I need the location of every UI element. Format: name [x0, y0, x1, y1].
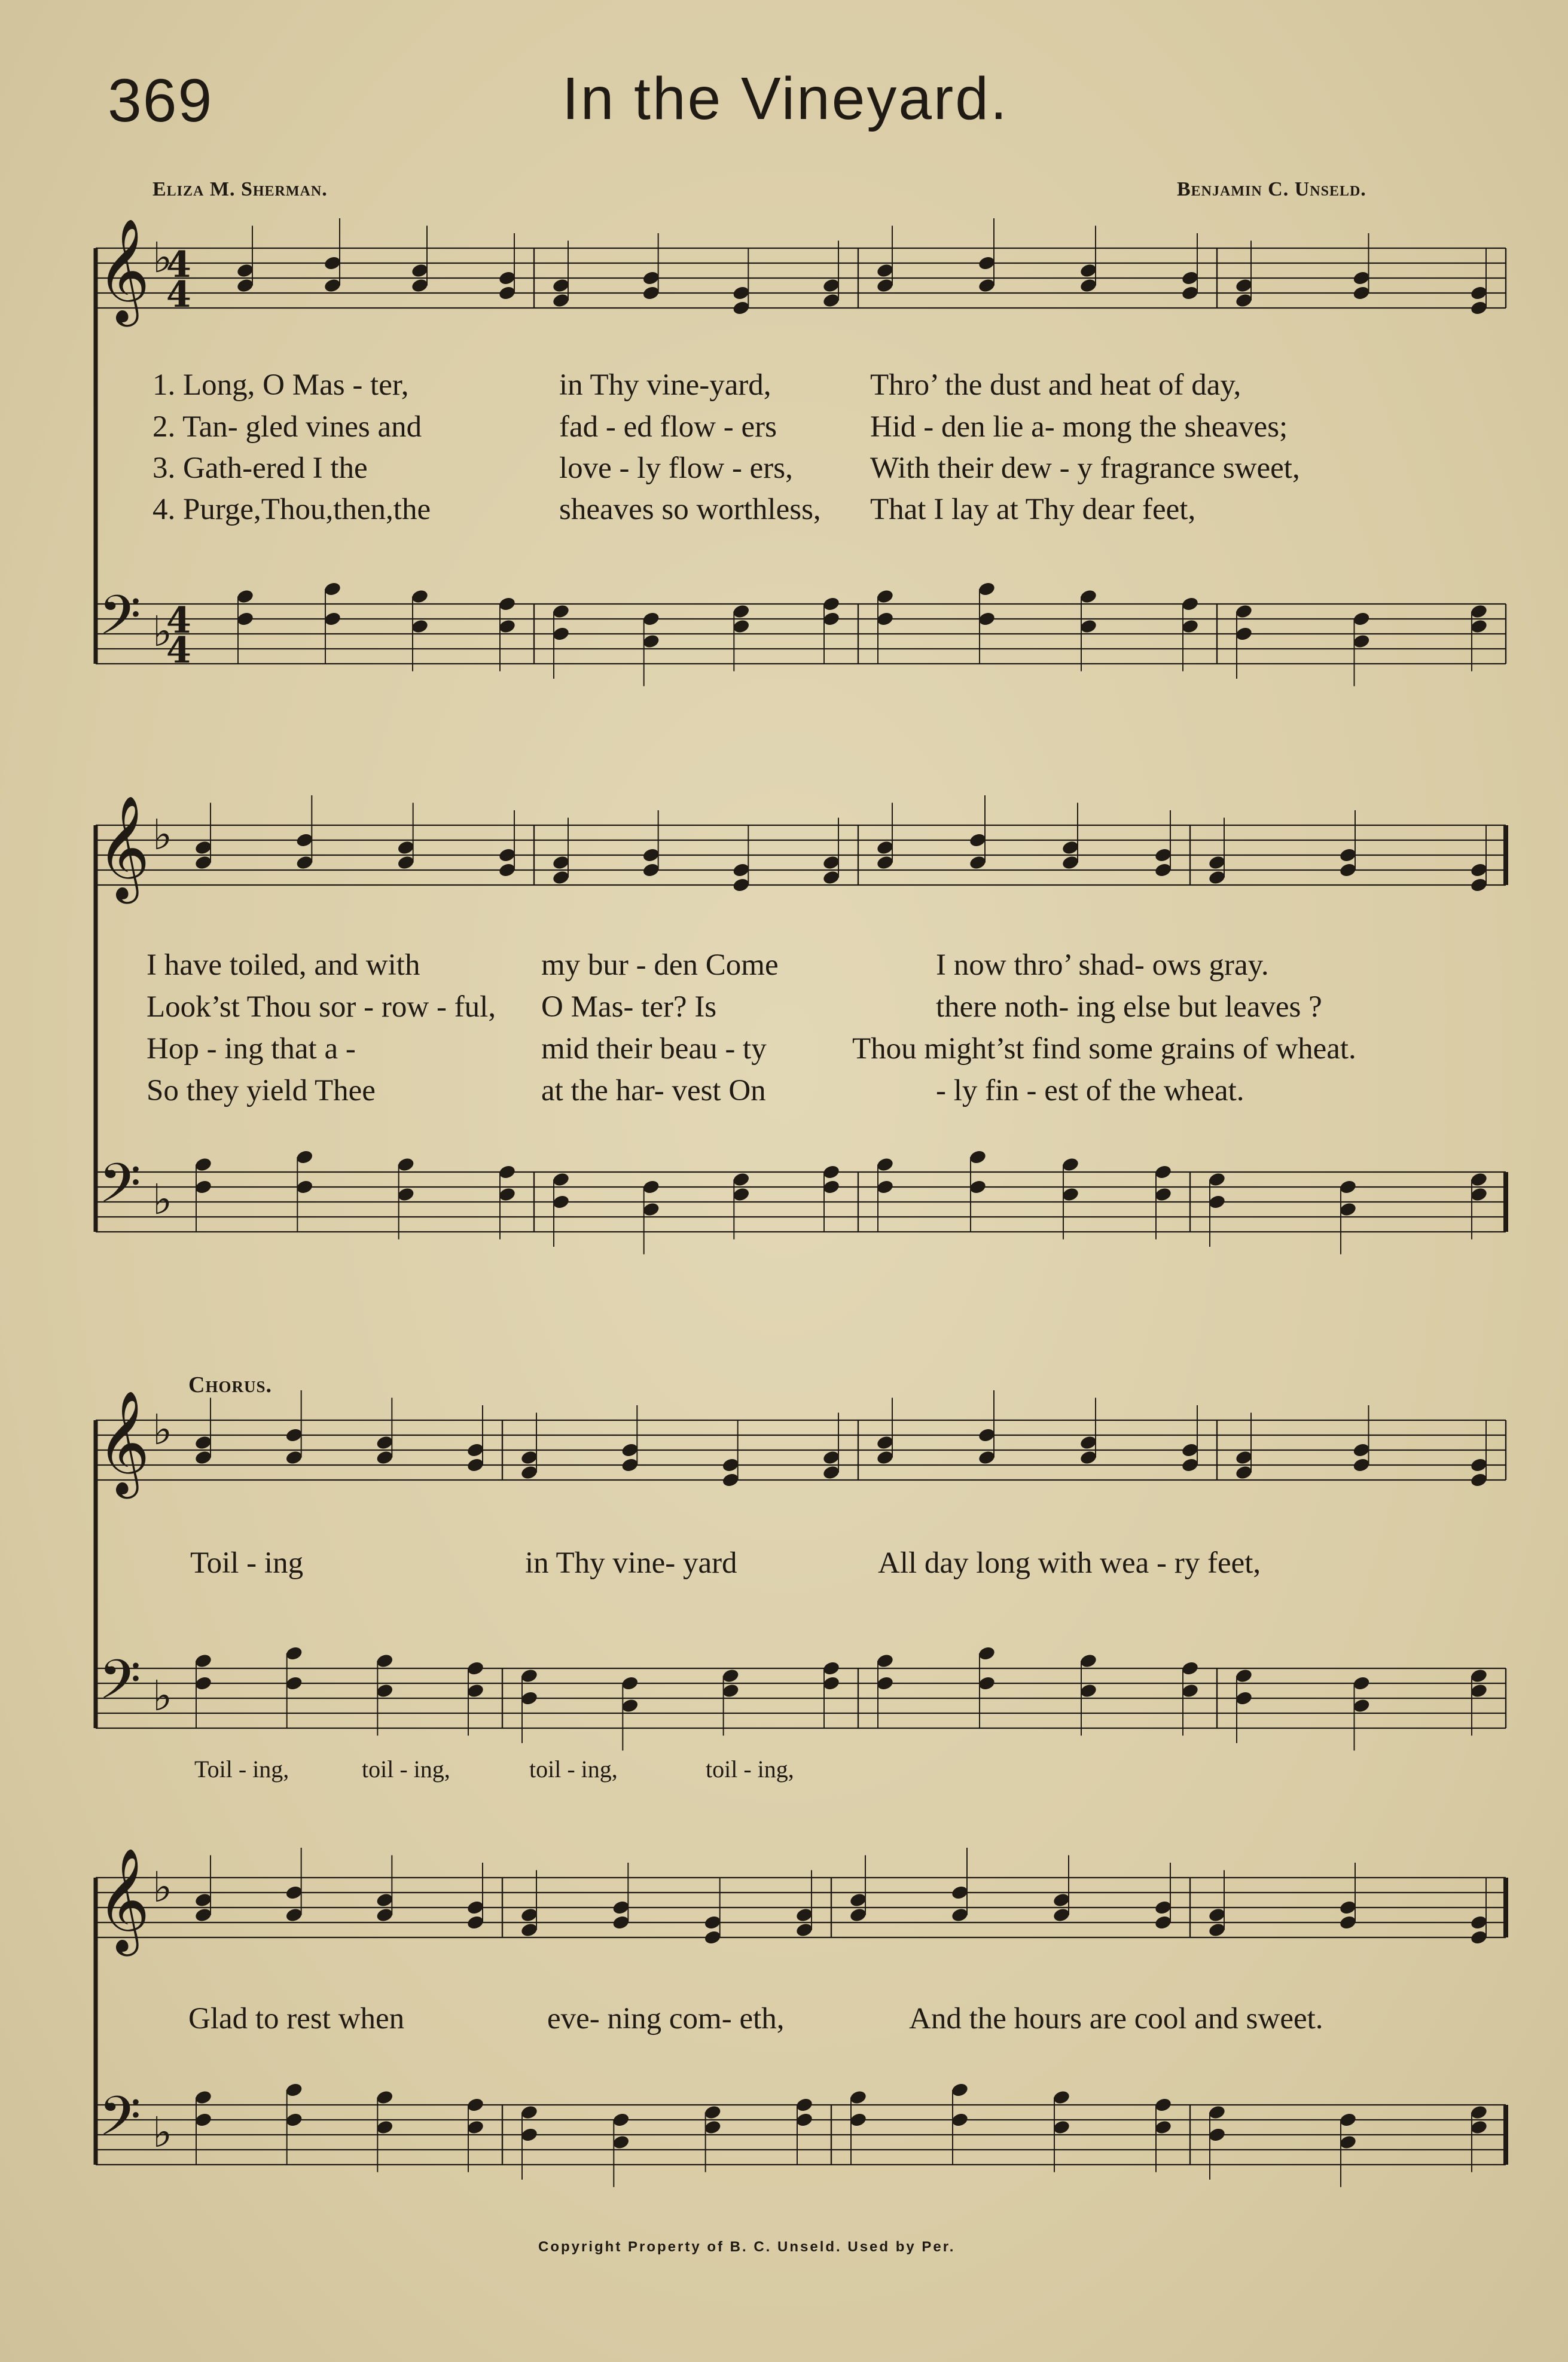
note-head	[876, 588, 895, 605]
note-head	[822, 1661, 841, 1677]
note-head	[1181, 618, 1200, 634]
note-head	[285, 1885, 303, 1901]
note-head	[822, 1676, 841, 1692]
note-head	[1053, 1907, 1071, 1923]
key-signature-flat: ♭	[152, 1863, 173, 1912]
note-head	[1339, 847, 1357, 863]
verse-4-line-1: 4. Purge,Thou,then,the sheaves so worthless, That I lay at Thy dear feet,	[152, 493, 1196, 526]
note-head	[552, 1171, 571, 1188]
note-head	[969, 832, 987, 849]
note-head	[194, 840, 213, 856]
note-head	[876, 1653, 895, 1669]
note-head	[721, 1457, 740, 1473]
note-head	[285, 2112, 303, 2128]
note-head	[703, 2119, 722, 2135]
note-head	[1339, 1201, 1357, 1217]
note-head	[732, 603, 751, 620]
note-head	[466, 1442, 485, 1458]
bass-clef: 𝄢	[99, 1648, 141, 1725]
note-head	[295, 1179, 314, 1195]
note-head	[466, 1457, 485, 1473]
note-head	[1154, 1186, 1173, 1203]
note-head	[1235, 1668, 1253, 1684]
note-head	[520, 1449, 539, 1466]
note-head	[295, 832, 314, 849]
note-head	[1181, 1661, 1200, 1677]
note-head	[194, 1653, 213, 1669]
note-head	[612, 1900, 630, 1916]
note-head	[520, 2104, 539, 2120]
verse-1-line-1: 1. Long, O Mas - ter, in Thy vine-yard, Thro’ the dust and heat of day,	[152, 368, 1241, 402]
note-head	[1352, 1698, 1371, 1714]
note-head	[411, 263, 429, 279]
note-head	[1061, 855, 1080, 871]
note-head	[849, 2112, 868, 2128]
note-head	[376, 1435, 394, 1451]
note-head	[732, 877, 751, 893]
note-head	[876, 611, 895, 627]
note-head	[876, 1676, 895, 1692]
note-head	[236, 611, 255, 627]
note-head	[466, 2119, 485, 2135]
note-head	[520, 1907, 539, 1923]
note-head	[396, 855, 415, 871]
note-head	[1352, 633, 1371, 649]
hymn-title: In the Vineyard.	[562, 65, 1009, 132]
note-head	[876, 277, 895, 294]
note-head	[876, 1449, 895, 1466]
bass-clef: 𝄢	[99, 584, 141, 660]
note-head	[1235, 603, 1253, 620]
note-head	[552, 855, 571, 871]
note-head	[324, 581, 342, 597]
key-signature-flat: ♭	[152, 810, 173, 859]
note-head	[1352, 1442, 1371, 1458]
note-head	[1470, 1186, 1488, 1203]
note-head	[1470, 300, 1488, 316]
note-head	[1352, 611, 1371, 627]
note-head	[642, 1201, 660, 1217]
note-head	[822, 596, 841, 612]
note-head	[642, 633, 660, 649]
note-head	[1235, 292, 1253, 309]
note-head	[969, 1179, 987, 1195]
note-head	[376, 1653, 394, 1669]
note-head	[376, 2119, 394, 2135]
note-head	[194, 1892, 213, 1908]
note-head	[1470, 1930, 1488, 1946]
time-signature: 4	[166, 274, 191, 316]
note-head	[795, 1907, 814, 1923]
note-head	[978, 611, 996, 627]
note-head	[1208, 2127, 1227, 2143]
note-head	[1079, 277, 1098, 294]
note-head	[1061, 1156, 1080, 1173]
note-head	[498, 596, 517, 612]
note-head	[295, 855, 314, 871]
note-head	[703, 1915, 722, 1931]
note-head	[642, 611, 660, 627]
note-head	[324, 255, 342, 271]
note-head	[642, 1179, 660, 1195]
note-head	[1061, 1186, 1080, 1203]
key-signature-flat: ♭	[152, 233, 173, 282]
note-head	[396, 1186, 415, 1203]
note-head	[978, 255, 996, 271]
note-head	[194, 1435, 213, 1451]
note-head	[466, 1683, 485, 1699]
treble-clef: 𝄞	[97, 1848, 150, 1952]
note-head	[1470, 618, 1488, 634]
note-head	[1154, 1915, 1173, 1931]
note-head	[1208, 1171, 1227, 1188]
note-head	[498, 618, 517, 634]
note-head	[951, 1885, 969, 1901]
note-head	[1235, 1464, 1253, 1481]
note-head	[295, 1149, 314, 1165]
note-head	[498, 847, 517, 863]
verse-3-line-2: Hop - ing that a - mid their beau - ty Thou might’st find some grains of wheat.	[147, 1032, 1356, 1066]
note-head	[1339, 1179, 1357, 1195]
note-head	[194, 1907, 213, 1923]
note-head	[194, 1449, 213, 1466]
note-head	[822, 1164, 841, 1180]
note-head	[1352, 1676, 1371, 1692]
note-head	[1208, 855, 1227, 871]
note-head	[1079, 1683, 1098, 1699]
note-head	[621, 1457, 639, 1473]
note-head	[621, 1442, 639, 1458]
note-head	[721, 1683, 740, 1699]
note-head	[285, 1449, 303, 1466]
note-head	[498, 1186, 517, 1203]
note-head	[849, 1907, 868, 1923]
note-head	[1208, 1194, 1227, 1210]
note-head	[703, 1930, 722, 1946]
note-head	[822, 1449, 841, 1466]
note-head	[1079, 618, 1098, 634]
note-head	[1470, 877, 1488, 893]
note-head	[1053, 2089, 1071, 2105]
note-head	[978, 581, 996, 597]
note-head	[194, 1156, 213, 1173]
note-head	[411, 618, 429, 634]
note-head	[822, 292, 841, 309]
note-head	[978, 1449, 996, 1466]
note-head	[876, 1435, 895, 1451]
note-head	[1181, 270, 1200, 286]
note-head	[1079, 588, 1098, 605]
note-head	[194, 1179, 213, 1195]
note-head	[732, 862, 751, 878]
verse-2-line-2: Look’st Thou sor - row - ful, O Mas- ter? Is there noth- ing else but leaves ?	[147, 990, 1322, 1024]
note-head	[466, 1915, 485, 1931]
note-head	[236, 588, 255, 605]
note-head	[1352, 285, 1371, 301]
note-head	[1208, 1922, 1227, 1938]
note-head	[236, 277, 255, 294]
note-head	[1470, 603, 1488, 620]
note-head	[703, 2104, 722, 2120]
hymn-number: 369	[108, 66, 213, 135]
note-head	[1154, 862, 1173, 878]
note-head	[376, 2089, 394, 2105]
note-head	[498, 1164, 517, 1180]
note-head	[1154, 1900, 1173, 1916]
key-signature-flat: ♭	[152, 1671, 173, 1720]
note-head	[285, 1646, 303, 1662]
note-head	[552, 869, 571, 886]
note-head	[1154, 1164, 1173, 1180]
note-head	[1470, 2119, 1488, 2135]
bass-clef: 𝄢	[99, 1152, 141, 1228]
note-head	[498, 862, 517, 878]
note-head	[396, 1156, 415, 1173]
note-head	[642, 847, 660, 863]
note-head	[236, 263, 255, 279]
note-head	[876, 840, 895, 856]
note-head	[396, 840, 415, 856]
note-head	[1235, 277, 1253, 294]
note-head	[822, 869, 841, 886]
note-head	[1181, 285, 1200, 301]
verse-1-line-2: I have toiled, and with my bur - den Come I now thro’ shad- ows gray.	[147, 948, 1269, 982]
note-head	[466, 1900, 485, 1916]
note-head	[376, 1449, 394, 1466]
note-head	[1339, 2112, 1357, 2128]
note-head	[951, 2112, 969, 2128]
note-head	[876, 1179, 895, 1195]
note-head	[520, 1690, 539, 1707]
note-head	[1470, 1915, 1488, 1931]
note-head	[1181, 596, 1200, 612]
note-head	[849, 2089, 868, 2105]
note-head	[1235, 1449, 1253, 1466]
time-signature: 4	[166, 600, 191, 642]
note-head	[1470, 1472, 1488, 1488]
lyricist-credit: Eliza M. Sherman.	[152, 178, 328, 200]
note-head	[1079, 1653, 1098, 1669]
note-head	[1079, 1435, 1098, 1451]
note-head	[978, 1427, 996, 1444]
note-head	[1470, 285, 1488, 301]
note-head	[520, 1464, 539, 1481]
treble-clef: 𝄞	[97, 795, 150, 899]
note-head	[1181, 1457, 1200, 1473]
note-head	[411, 588, 429, 605]
note-head	[194, 2112, 213, 2128]
key-signature-flat: ♭	[152, 607, 173, 656]
note-head	[285, 2082, 303, 2098]
note-head	[376, 1892, 394, 1908]
key-signature-flat: ♭	[152, 1405, 173, 1454]
note-head	[822, 1464, 841, 1481]
note-head	[466, 1661, 485, 1677]
note-head	[1339, 862, 1357, 878]
note-head	[1154, 847, 1173, 863]
note-head	[978, 277, 996, 294]
key-signature-flat: ♭	[152, 2108, 173, 2157]
note-head	[795, 2097, 814, 2113]
note-head	[642, 270, 660, 286]
note-head	[642, 285, 660, 301]
chorus-label: Chorus.	[188, 1372, 272, 1397]
note-head	[1470, 2104, 1488, 2120]
chorus-line-1: Toil - ing in Thy vine- yard All day long with wea - ry feet,	[190, 1546, 1261, 1580]
note-head	[795, 2112, 814, 2128]
verse-2-line-1: 2. Tan- gled vines and fad - ed flow - ers Hid - den lie a- mong the sheaves;	[152, 410, 1288, 444]
note-head	[822, 1179, 841, 1195]
note-head	[194, 855, 213, 871]
note-head	[1470, 1171, 1488, 1188]
note-head	[721, 1668, 740, 1684]
note-head	[822, 855, 841, 871]
note-head	[732, 300, 751, 316]
note-head	[1235, 1690, 1253, 1707]
note-head	[721, 1472, 740, 1488]
note-head	[498, 270, 517, 286]
note-head	[876, 1156, 895, 1173]
note-head	[1154, 2119, 1173, 2135]
note-head	[1470, 1668, 1488, 1684]
note-head	[612, 1915, 630, 1931]
note-head	[732, 1171, 751, 1188]
note-head	[1470, 1457, 1488, 1473]
note-head	[520, 2127, 539, 2143]
note-head	[194, 2089, 213, 2105]
note-head	[1339, 1915, 1357, 1931]
composer-credit: Benjamin C. Unseld.	[1177, 178, 1366, 200]
note-head	[951, 1907, 969, 1923]
key-signature-flat: ♭	[152, 1175, 173, 1224]
note-head	[951, 2082, 969, 2098]
chorus-line-2: Glad to rest when eve- ning com- eth, And the hours are cool and sweet.	[188, 2002, 1323, 2036]
note-head	[194, 1676, 213, 1692]
note-head	[1079, 1449, 1098, 1466]
note-head	[732, 618, 751, 634]
note-head	[795, 1922, 814, 1938]
note-head	[969, 1149, 987, 1165]
note-head	[552, 603, 571, 620]
note-head	[642, 862, 660, 878]
note-head	[1208, 1907, 1227, 1923]
note-head	[876, 263, 895, 279]
note-head	[1079, 263, 1098, 279]
note-head	[1181, 1442, 1200, 1458]
note-head	[876, 855, 895, 871]
note-head	[376, 1907, 394, 1923]
note-head	[285, 1907, 303, 1923]
note-head	[612, 2112, 630, 2128]
note-head	[552, 1194, 571, 1210]
verse-4-line-2: So they yield Thee at the har- vest On - ly fin - est of the wheat.	[147, 1074, 1244, 1107]
note-head	[552, 626, 571, 642]
note-head	[621, 1698, 639, 1714]
note-head	[520, 1922, 539, 1938]
note-head	[1470, 862, 1488, 878]
note-head	[285, 1427, 303, 1444]
note-head	[1339, 1900, 1357, 1916]
note-head	[849, 1892, 868, 1908]
note-head	[822, 277, 841, 294]
note-head	[1235, 626, 1253, 642]
note-head	[466, 2097, 485, 2113]
note-head	[1352, 1457, 1371, 1473]
note-head	[376, 1683, 394, 1699]
copyright-notice: Copyright Property of B. C. Unseld. Used by Per.	[538, 2239, 956, 2255]
time-signature: 4	[166, 244, 191, 286]
note-head	[1061, 840, 1080, 856]
note-head	[1352, 270, 1371, 286]
note-head	[520, 1668, 539, 1684]
note-head	[1339, 2134, 1357, 2150]
treble-clef: 𝄞	[97, 1390, 150, 1494]
time-signature: 4	[166, 630, 191, 672]
note-head	[1470, 1683, 1488, 1699]
note-head	[285, 1676, 303, 1692]
note-head	[969, 855, 987, 871]
note-head	[1154, 2097, 1173, 2113]
note-head	[612, 2134, 630, 2150]
note-head	[822, 611, 841, 627]
note-head	[978, 1646, 996, 1662]
note-head	[1208, 869, 1227, 886]
note-head	[552, 277, 571, 294]
note-head	[1053, 1892, 1071, 1908]
note-head	[621, 1676, 639, 1692]
note-head	[1053, 2119, 1071, 2135]
note-head	[324, 277, 342, 294]
bass-clef: 𝄢	[99, 2085, 141, 2161]
verse-3-line-1: 3. Gath-ered I the love - ly flow - ers, With their dew - y fragrance sweet,	[152, 451, 1300, 485]
note-head	[1208, 2104, 1227, 2120]
note-head	[324, 611, 342, 627]
note-head	[732, 1186, 751, 1203]
note-head	[978, 1676, 996, 1692]
note-head	[411, 277, 429, 294]
note-head	[498, 285, 517, 301]
note-head	[1181, 1683, 1200, 1699]
note-head	[732, 285, 751, 301]
note-head	[552, 292, 571, 309]
treble-clef: 𝄞	[97, 218, 150, 322]
